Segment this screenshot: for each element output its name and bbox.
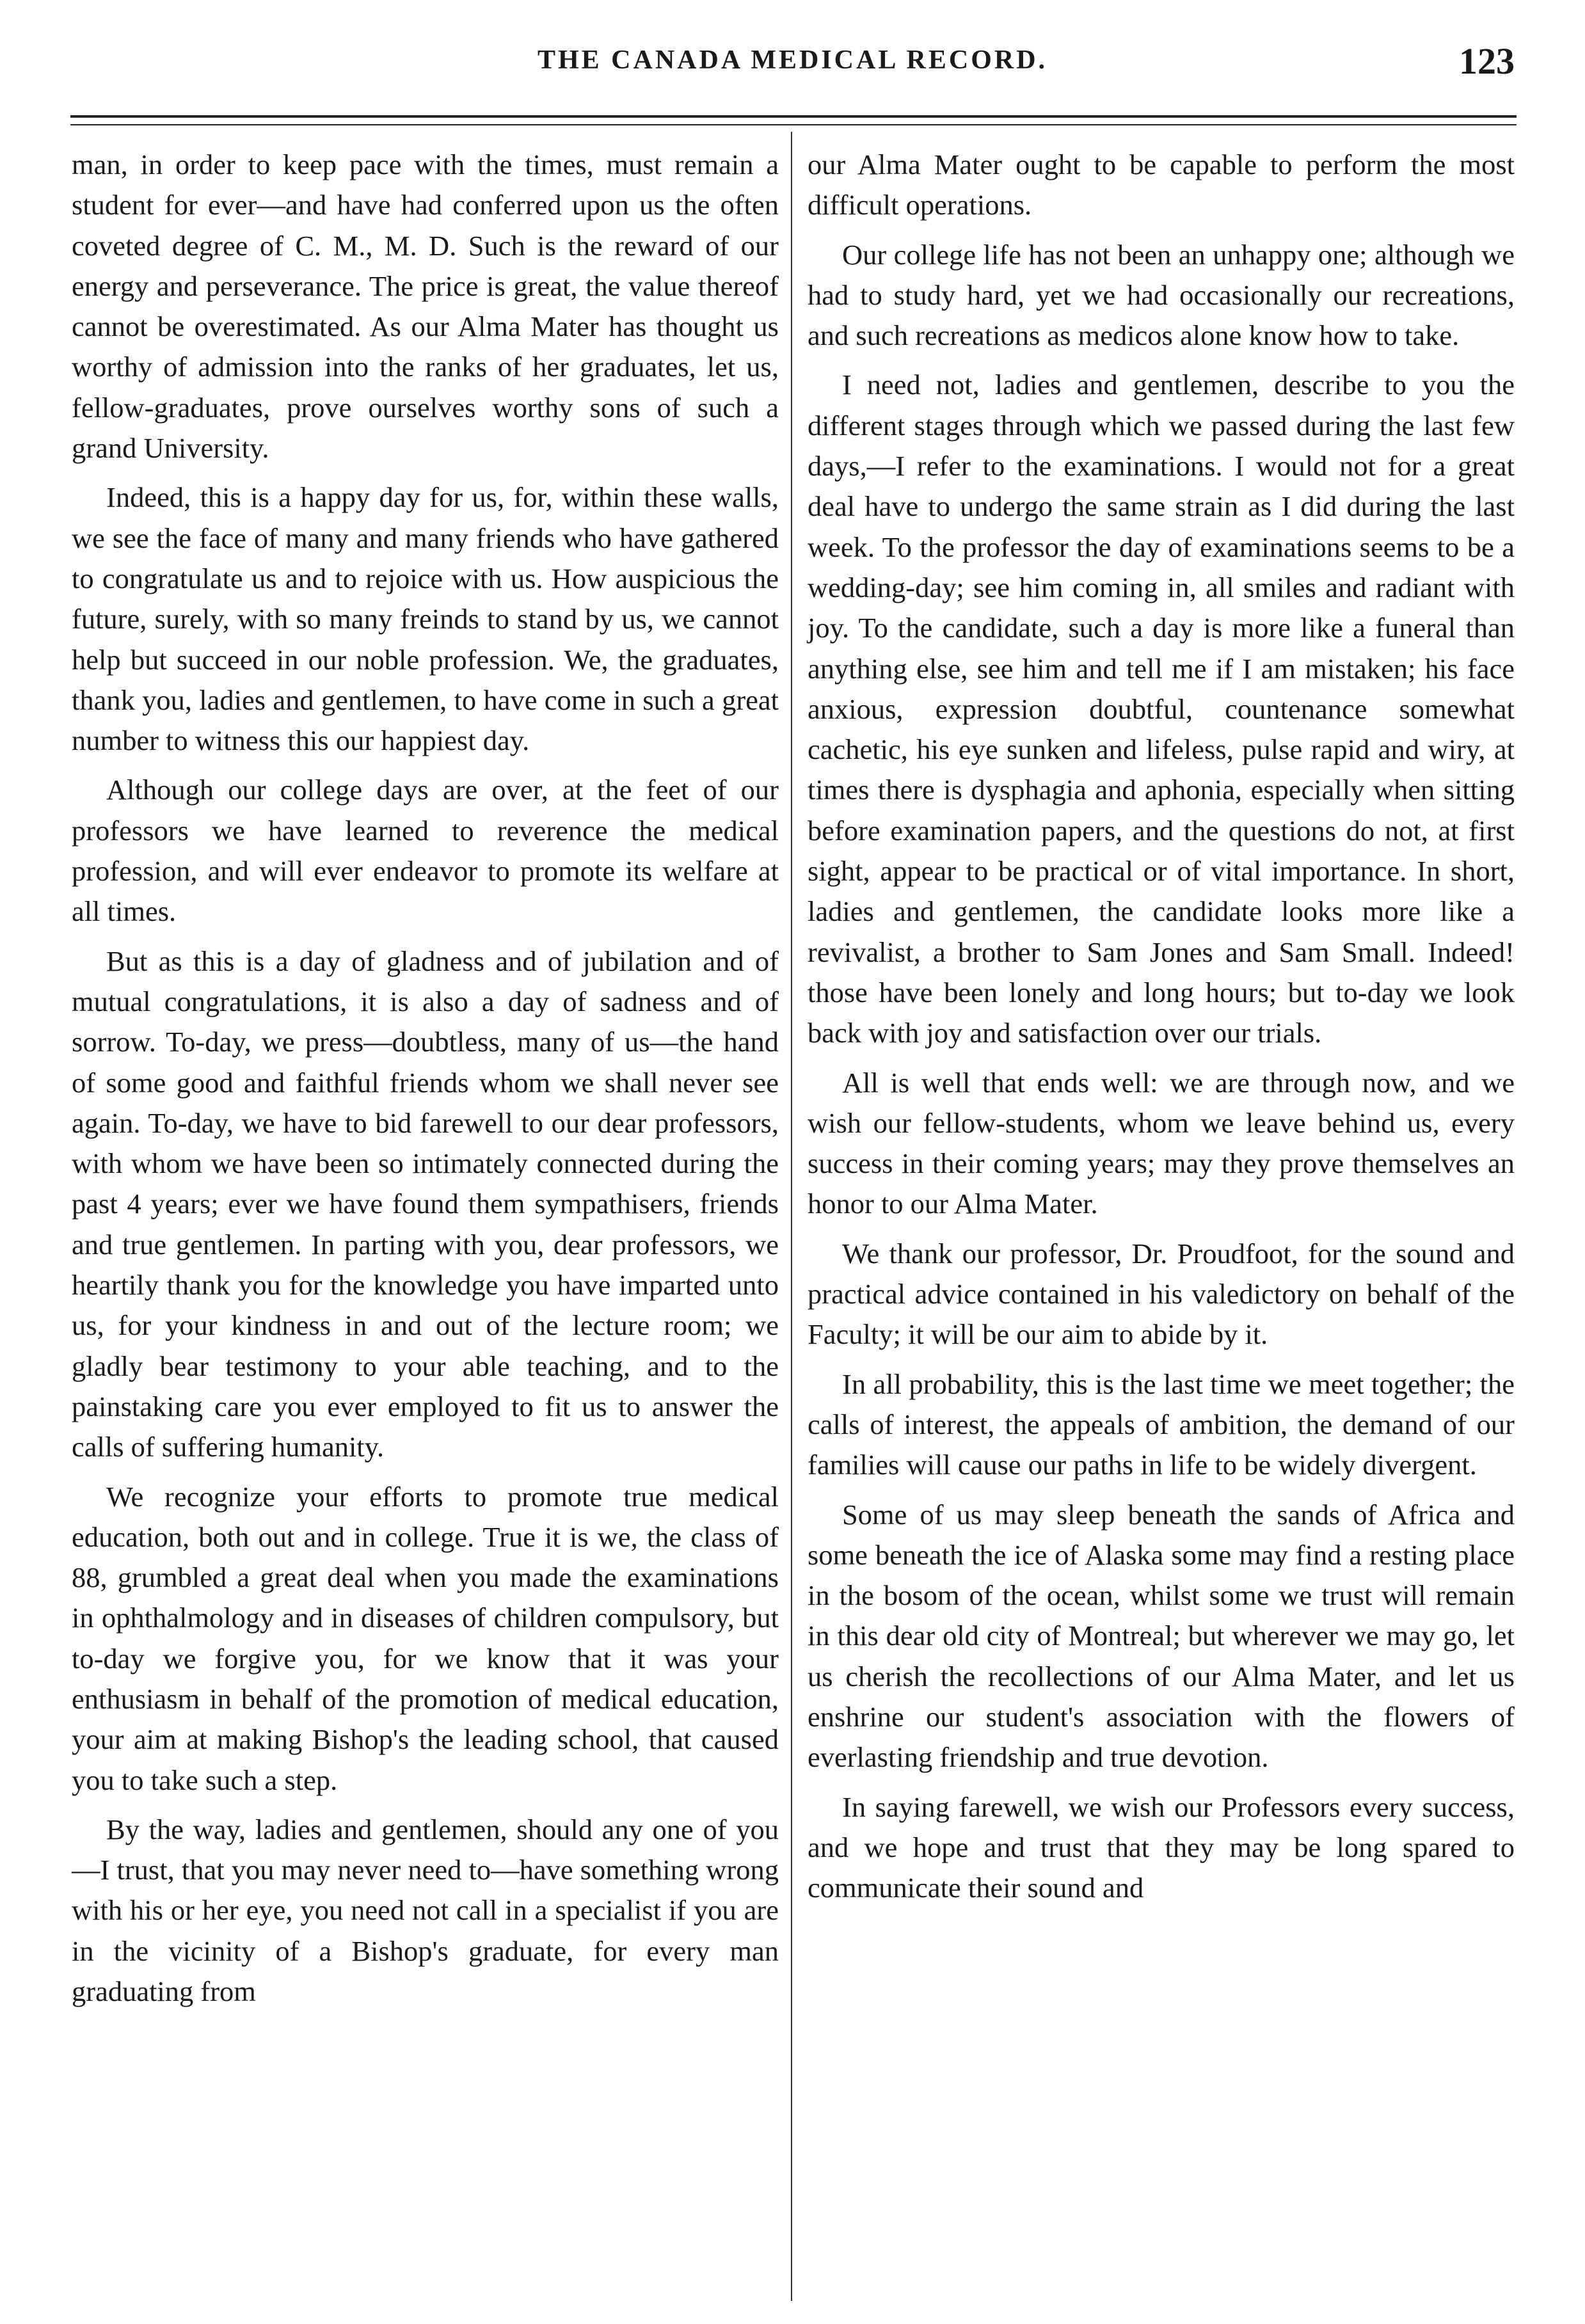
running-title: THE CANADA MEDICAL RECORD. (537, 45, 1048, 75)
paragraph: our Alma Mater ought to be capable to perform the most difficult operations. (808, 148, 1515, 221)
paragraph: Although our college days are over, at the feet of our professors we have learned to reverence the medical profession, and will ever endeavor to promote its welfare at all times. (72, 774, 779, 928)
paragraph: Our college life has not been an unhappy one; although we had to study hard, yet we had occasionally our recreations, and such recreations as medicos alone know how to take. (808, 238, 1515, 352)
paragraph: Indeed, this is a happy day for us, for, within these walls, we see the face of many and many friends who have gathered to congratulate us and to rejoice with us. How auspicious the future, surely, with so many freinds to stand by us, we cannot help but succeed in our noble profession. We, the graduates, thank you, ladies and gentlemen, to have come in such a great number to witness this our happiest day. (72, 481, 779, 757)
left-column (72, 145, 779, 2021)
paragraph: Some of us may sleep beneath the sands of Africa and some beneath the ice of Alaska some may find a resting place in the bosom of the ocean, whilst some we trust will remain in this dear old city of Montreal; but wherever we may go, let us cherish the recollections of our Alma Mater, and let us enshrine our student's association with the flowers of everlasting friendship and true devotion. (808, 1498, 1515, 1774)
paragraph: By the way, ladies and gentlemen, should any one of you—I trust, that you may never need to—have something wrong with his or her eye, you need not call in a specialist if you are in the vicinity of a Bishop's graduate, for every man graduating from (72, 1813, 779, 2008)
right-column (808, 145, 1515, 1917)
header-rule-thin (70, 124, 1517, 125)
paragraph: In all probability, this is the last time we meet together; the calls of interest, the appeals of ambition, the demand of our families will cause our paths in life to be widely divergent. (808, 1367, 1515, 1481)
column-divider (791, 132, 792, 2301)
paragraph: All is well that ends well: we are through now, and we wish our fellow-students, whom we leave behind us, every success in their coming years; may they prove themselves an honor to our Alma Mater. (808, 1066, 1515, 1220)
paragraph: In saying farewell, we wish our Professors every success, and we hope and trust that they may be long spared to communicate their sound and (808, 1790, 1515, 1904)
paragraph: man, in order to keep pace with the times, must remain a student for ever—and have had conferred upon us the often coveted degree of C. M., M. D. Such is the reward of our energy and perseverance. The price is great, the value thereof cannot be overestimated. As our Alma Mater has thought us worthy of admission into the ranks of her graduates, let us, fellow-graduates, prove ourselves worthy sons of such a grand University. (72, 148, 779, 465)
paragraph: But as this is a day of gladness and of jubilation and of mutual congratulations, it is also a day of sadness and of sorrow. To-day, we press—doubtless, many of us—the hand of some good and faithful friends whom we shall never see again. To-day, we have to bid farewell to our dear professors, with whom we have been so intimately connected during the past 4 years; ever we have found them sympathisers, friends and true gentlemen. In parting with you, dear professors, we heartily thank you for the knowledge you have imparted unto us, for your kindness in and out of the lecture room; we gladly bear testimony to your able teaching, and to the painstaking care you ever employed to fit us to answer the calls of suffering humanity. (72, 944, 779, 1463)
paragraph: We thank our professor, Dr. Proudfoot, for the sound and practical advice contained in his valedictory on behalf of the Faculty; it will be our aim to abide by it. (808, 1237, 1515, 1351)
paragraph: I need not, ladies and gentlemen, describe to you the different stages through which we passed during the last few days,—I refer to the examinations. I would not for a great deal have to undergo the same strain as I did during the last week. To the professor the day of examinations seems to be a wedding-day; see him coming in, all smiles and radiant with joy. To the candidate, such a day is more like a funeral than anything else, see him and tell me if I am mistaken; his face anxious, expression doubtful, countenance somewhat cachetic, his eye sunken and lifeless, pulse rapid and wiry, at times there is dysphagia and aphonia, especially when sitting before examination papers, and the questions do not, at first sight, appear to be practical or of vital importance. In short, ladies and gentlemen, the candidate looks more like a revivalist, a brother to Sam Jones and Sam Small. Indeed! those have been lonely and long hours; but to-day we look back with joy and satisfaction over our trials. (808, 369, 1515, 1049)
paragraph: We recognize your efforts to promote true medical education, both out and in college. True it is we, the class of 88, grumbled a great deal when you made the examinations in ophthalmology and in diseases of children compulsory, but to-day we forgive you, for we know that it was your enthusiasm in behalf of the promotion of medical education, your aim at making Bishop's the leading school, that caused you to take such a step. (72, 1480, 779, 1796)
header-rule-thick (70, 115, 1517, 118)
page-number: 123 (1459, 40, 1515, 82)
